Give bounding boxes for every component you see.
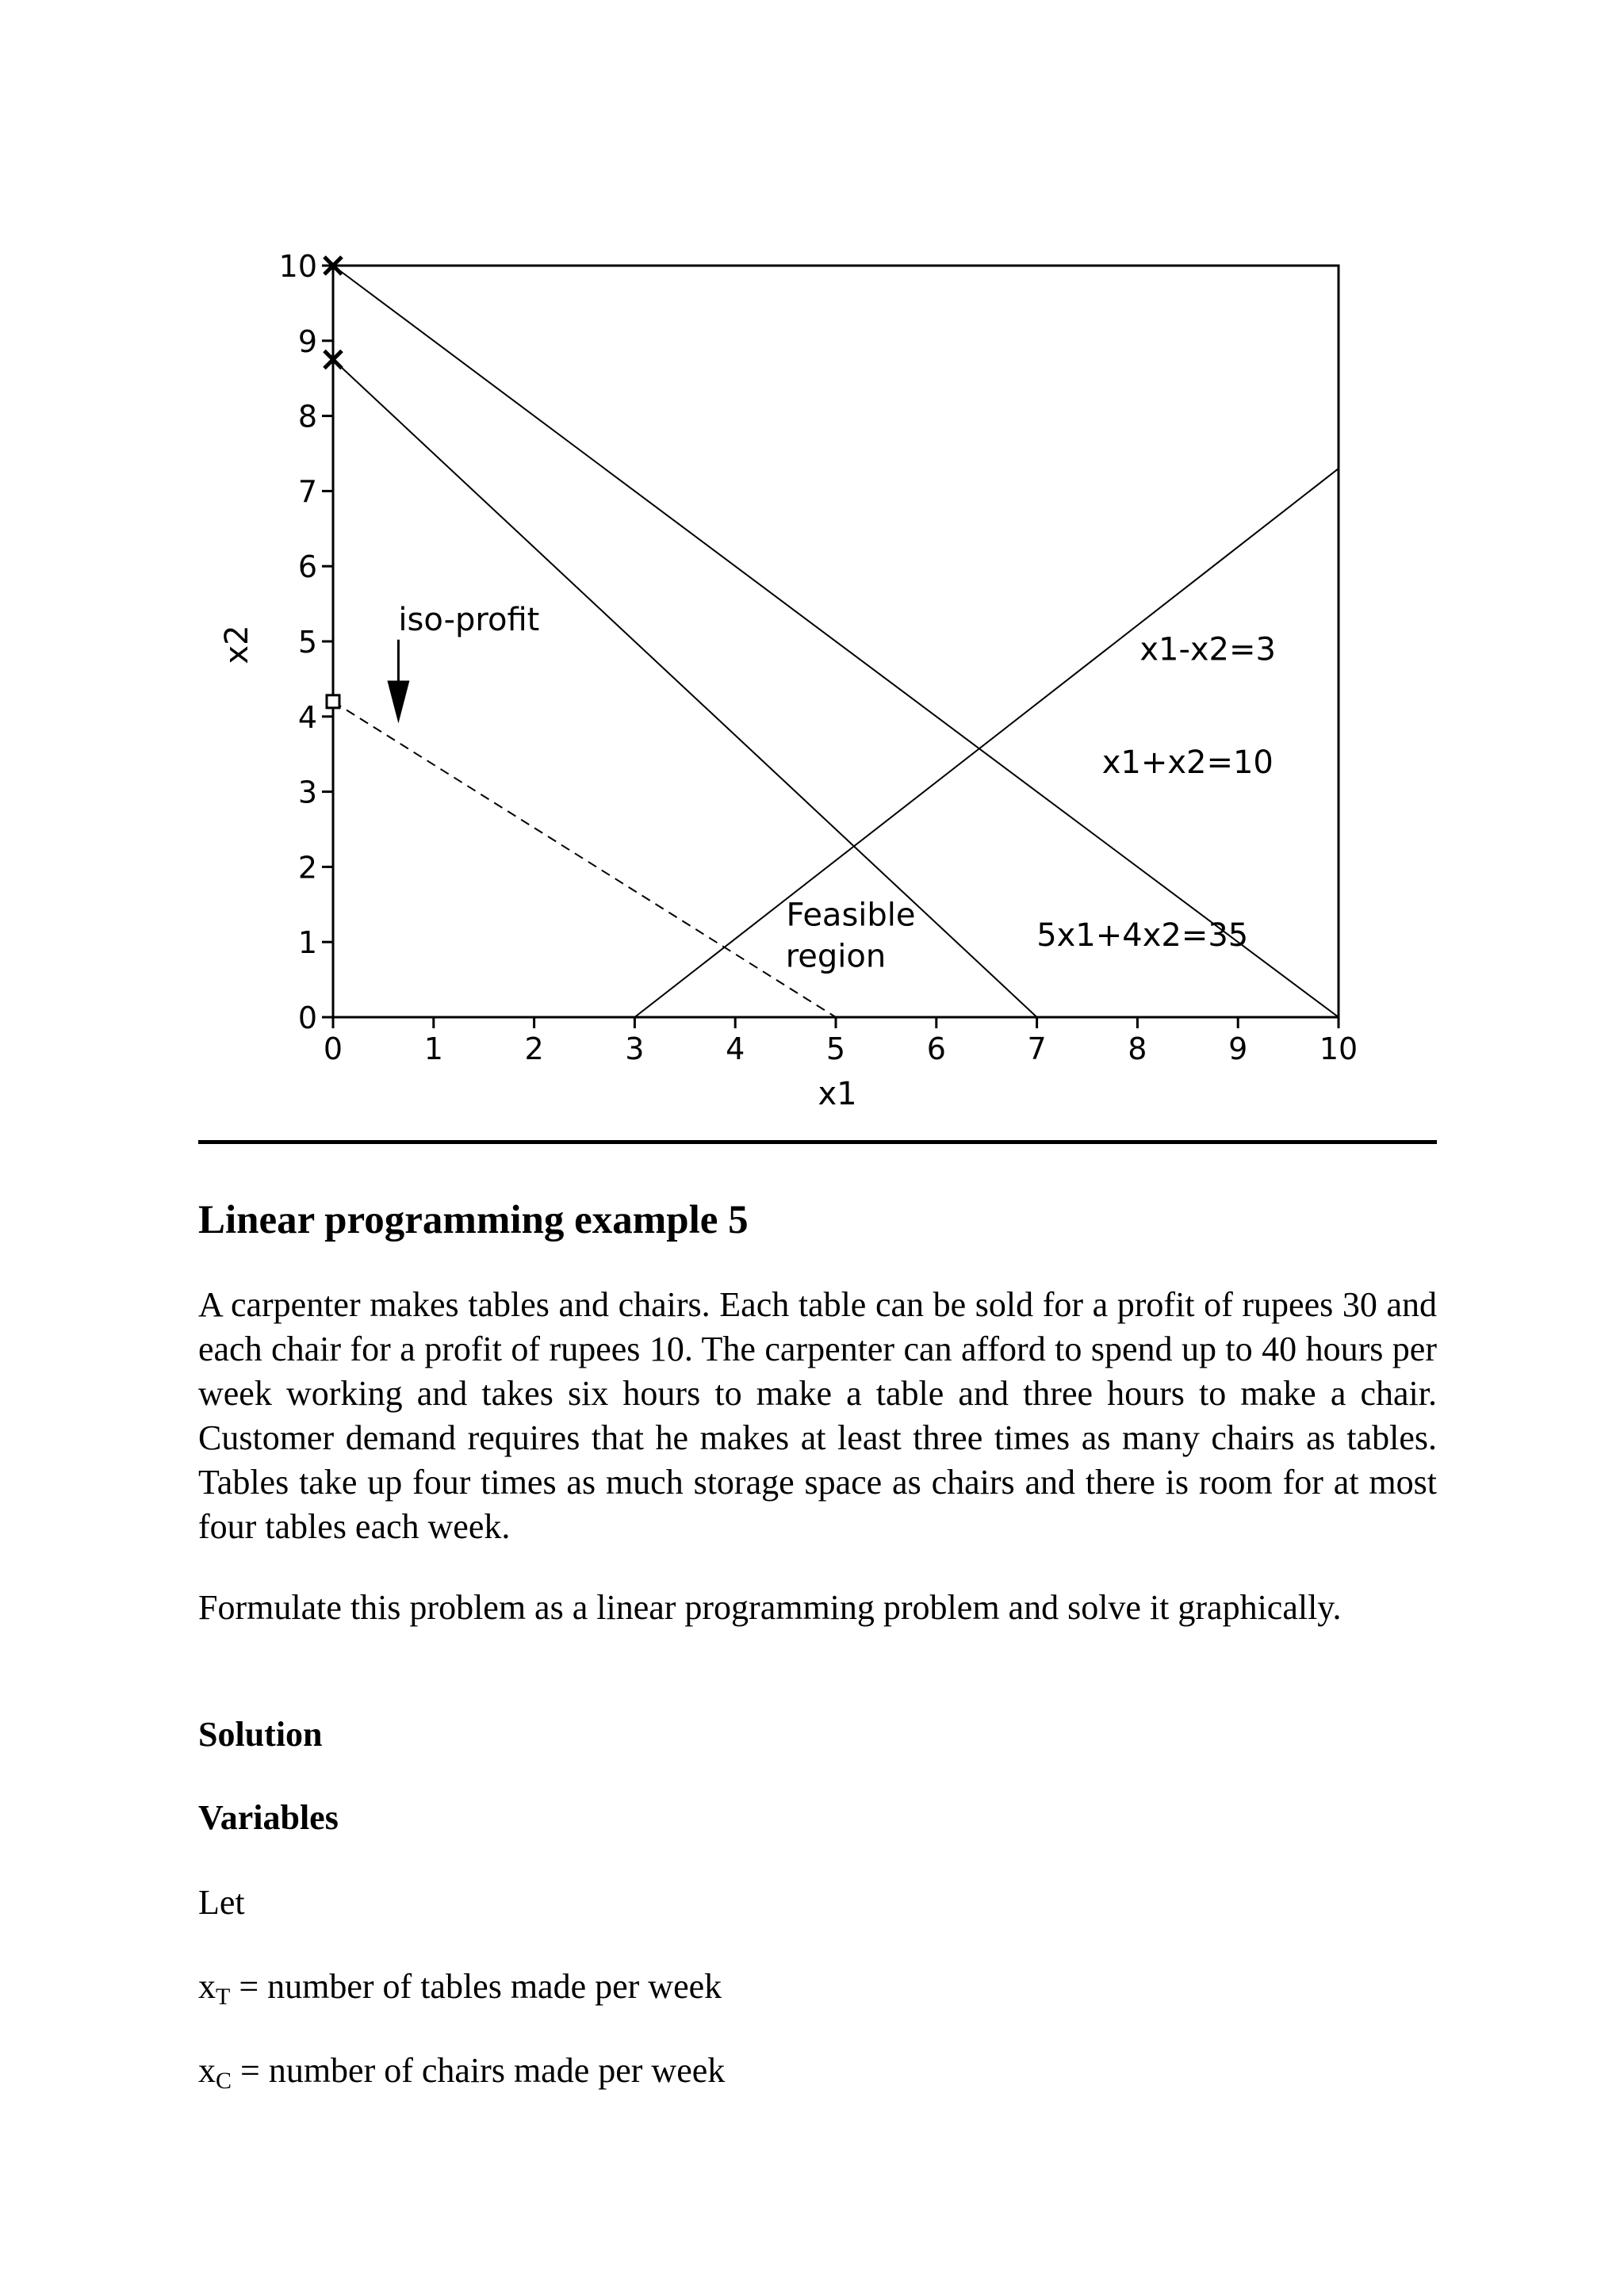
annotation-label: region bbox=[785, 938, 887, 975]
solution-heading: Solution bbox=[198, 1715, 323, 1754]
iso-profit-line bbox=[333, 702, 836, 1017]
x-tick-label: 7 bbox=[1027, 1031, 1047, 1066]
x-tick-label: 6 bbox=[926, 1031, 946, 1066]
x-tick-label: 10 bbox=[1319, 1031, 1358, 1066]
square-marker bbox=[327, 695, 339, 708]
x-tick-label: 1 bbox=[423, 1031, 443, 1066]
section-divider bbox=[198, 1140, 1437, 1144]
x-tick-label: 9 bbox=[1228, 1031, 1248, 1066]
annotation-label: iso-profit bbox=[398, 601, 540, 638]
y-tick-label: 3 bbox=[297, 775, 317, 810]
annotation-label: 5x1+4x2=35 bbox=[1036, 916, 1249, 954]
y-tick-label: 9 bbox=[297, 323, 317, 359]
variables-heading: Variables bbox=[198, 1798, 339, 1837]
y-tick-label: 10 bbox=[278, 249, 317, 284]
x-tick-label: 5 bbox=[825, 1031, 846, 1066]
let-text: Let bbox=[198, 1883, 245, 1922]
x-tick-label: 4 bbox=[726, 1031, 745, 1066]
variable-symbol: x bbox=[198, 2051, 216, 2090]
y-tick-label: 7 bbox=[297, 474, 317, 510]
variable-definition-chairs bbox=[198, 2049, 1437, 2103]
annotation-label: x1+x2=10 bbox=[1101, 744, 1274, 781]
y-tick-label: 0 bbox=[297, 1001, 317, 1035]
annotation-arrow-head bbox=[387, 681, 409, 724]
annotation-label: Feasible bbox=[786, 897, 916, 934]
variable-subscript: T bbox=[216, 1984, 231, 2010]
y-tick-label: 2 bbox=[297, 850, 317, 886]
problem-paragraph: A carpenter makes tables and chairs. Each table can be sold for a profit of rupees 30 and each chair for a profit of rupees 10. The carpenter can afford to spend up to 40 hours per week working and takes six hours to make a table and three hours to make a chair. Customer demand requires that he makes at least three times as many chairs as tables. Tables take up four times as much storage space as chairs and there is room for at most four tables each week. bbox=[198, 1285, 1437, 1546]
x-tick-label: 2 bbox=[524, 1031, 544, 1066]
x-tick-label: 8 bbox=[1128, 1031, 1147, 1066]
variable-symbol: x bbox=[198, 1967, 216, 2006]
annotation-label: x1-x2=3 bbox=[1139, 631, 1276, 668]
variable-description: = number of chairs made per week bbox=[232, 2051, 726, 2090]
y-tick-label: 6 bbox=[297, 549, 317, 585]
y-tick-label: 8 bbox=[297, 399, 317, 434]
x-tick-label: 3 bbox=[625, 1031, 645, 1066]
variable-definition-tables bbox=[198, 1965, 1437, 2019]
y-axis-label: x2 bbox=[219, 625, 255, 664]
lp-graph bbox=[0, 0, 1624, 1142]
constraint-line bbox=[333, 360, 1037, 1018]
y-tick-label: 1 bbox=[297, 925, 317, 961]
y-tick-label: 4 bbox=[297, 699, 317, 735]
task-paragraph: Formulate this problem as a linear programming problem and solve it graphically. bbox=[198, 1588, 1342, 1627]
variable-description: = number of tables made per week bbox=[230, 1967, 722, 2006]
x-tick-label: 0 bbox=[323, 1031, 343, 1066]
page-title: Linear programming example 5 bbox=[198, 1198, 749, 1242]
y-tick-label: 5 bbox=[297, 625, 317, 660]
x-axis-label: x1 bbox=[818, 1076, 857, 1112]
variable-subscript: C bbox=[216, 2068, 232, 2094]
